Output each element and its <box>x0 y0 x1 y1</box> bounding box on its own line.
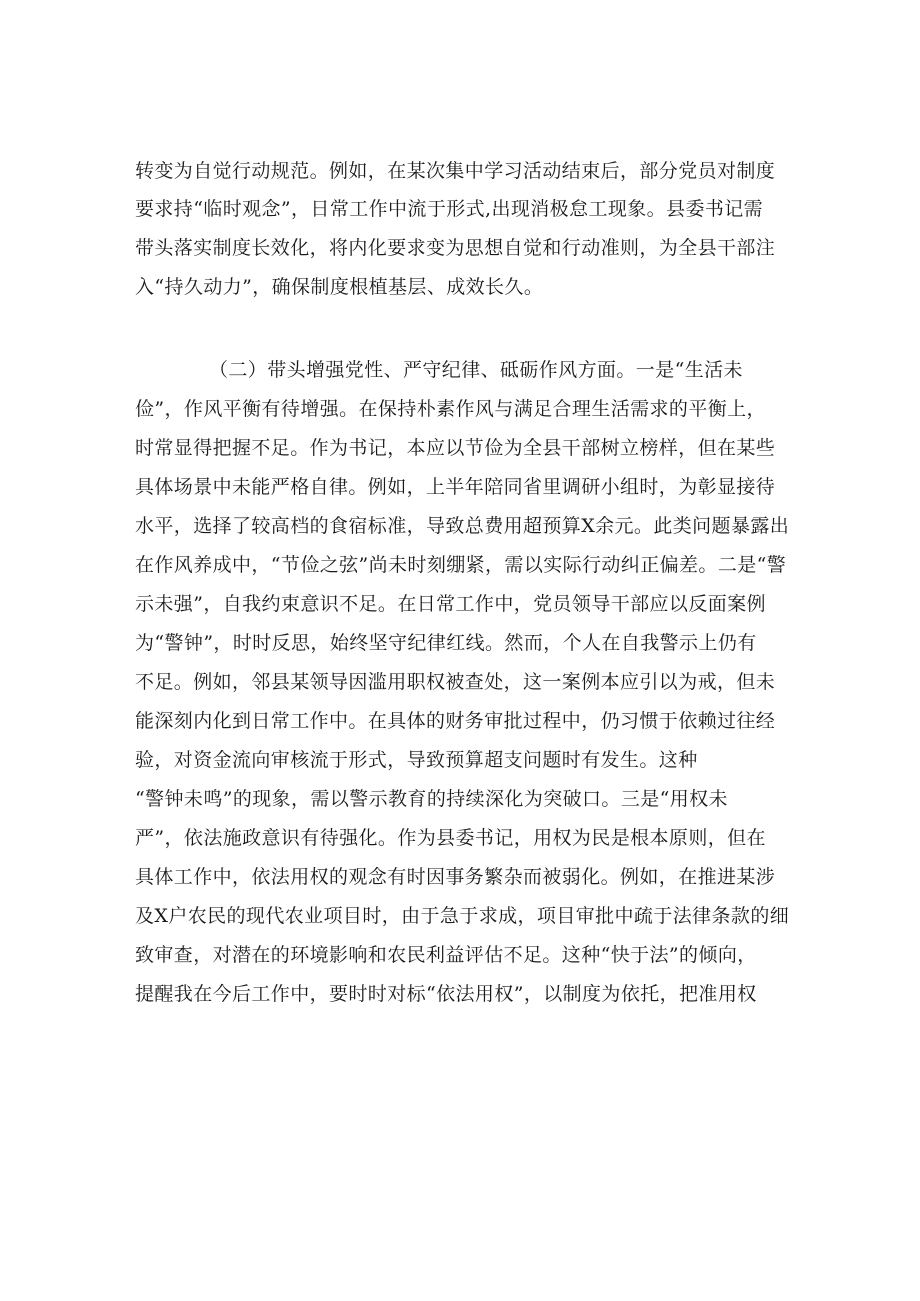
paragraph-line: 不足。例如，邻县某领导因滥用职权被查处，这一案例本应引以为戒，但未 <box>135 671 776 693</box>
paragraph-line: 要求持“临时观念”，日常工作中流于形式,出现消极怠工现象。县委书记需 <box>135 198 764 220</box>
paragraph-line: 为“警钟”，时时反思，始终坚守纪律红线。然而，个人在自我警示上仍有 <box>135 632 757 654</box>
paragraph-line: 示未强”，自我约束意识不足。在日常工作中，党员领导干部应以反面案例 <box>135 593 766 615</box>
paragraph-line: 提醒我在今后工作中，要时时对标“依法用权”，以制度为依托，把准用权 <box>135 983 757 1005</box>
section-heading-line: （二）带头增强党性、严守纪律、砥砺作风方面。一是“生活未 <box>209 359 743 381</box>
paragraph-line: 具体场景中未能严格自律。例如，上半年陪同省里调研小组时，为彰显接待 <box>135 476 776 498</box>
paragraph-line: 转变为自觉行动规范。例如，在某次集中学习活动结束后，部分党员对制度 <box>135 160 776 182</box>
paragraph-line: 致审查，对潜在的环境影响和农民利益评估不足。这种“快于法”的倾向， <box>135 944 757 966</box>
paragraph-line: 入“持久动力”，确保制度根植基层、成效长久。 <box>135 276 544 298</box>
paragraph-line: 能深刻内化到日常工作中。在具体的财务审批过程中，仍习惯于依赖过往经 <box>135 710 776 732</box>
paragraph-line: 时常显得把握不足。作为书记，本应以节俭为全县干部树立榜样，但在某些 <box>135 437 776 459</box>
paragraph-line: 带头落实制度长效化，将内化要求变为思想自觉和行动准则，为全县干部注 <box>135 237 776 259</box>
paragraph-line: “警钟未鸣”的现象，需以警示教育的持续深化为突破口。三是“用权未 <box>135 788 728 810</box>
paragraph-line: 水平，选择了较高档的食宿标准，导致总费用超预算X余元。此类问题暴露出 <box>135 515 790 537</box>
paragraph-line: 验，对资金流向审核流于形式，导致预算超支问题时有发生。这种 <box>135 749 698 771</box>
paragraph-line: 俭”，作风平衡有待增强。在保持朴素作风与满足合理生活需求的平衡上， <box>135 398 766 420</box>
paragraph-line: 具体工作中，依法用权的观念有时因事务繁杂而被弱化。例如，在推进某涉 <box>135 866 776 888</box>
paragraph-line: 严”，依法施政意识有待强化。作为县委书记，用权为民是根本原则，但在 <box>135 827 766 849</box>
paragraph-line: 在作风养成中，“节俭之弦”尚未时刻绷紧，需以实际行动纠正偏差。二是“警 <box>135 554 787 576</box>
paragraph-line: 及X户农民的现代农业项目时，由于急于求成，项目审批中疏于法律条款的细 <box>135 905 790 927</box>
